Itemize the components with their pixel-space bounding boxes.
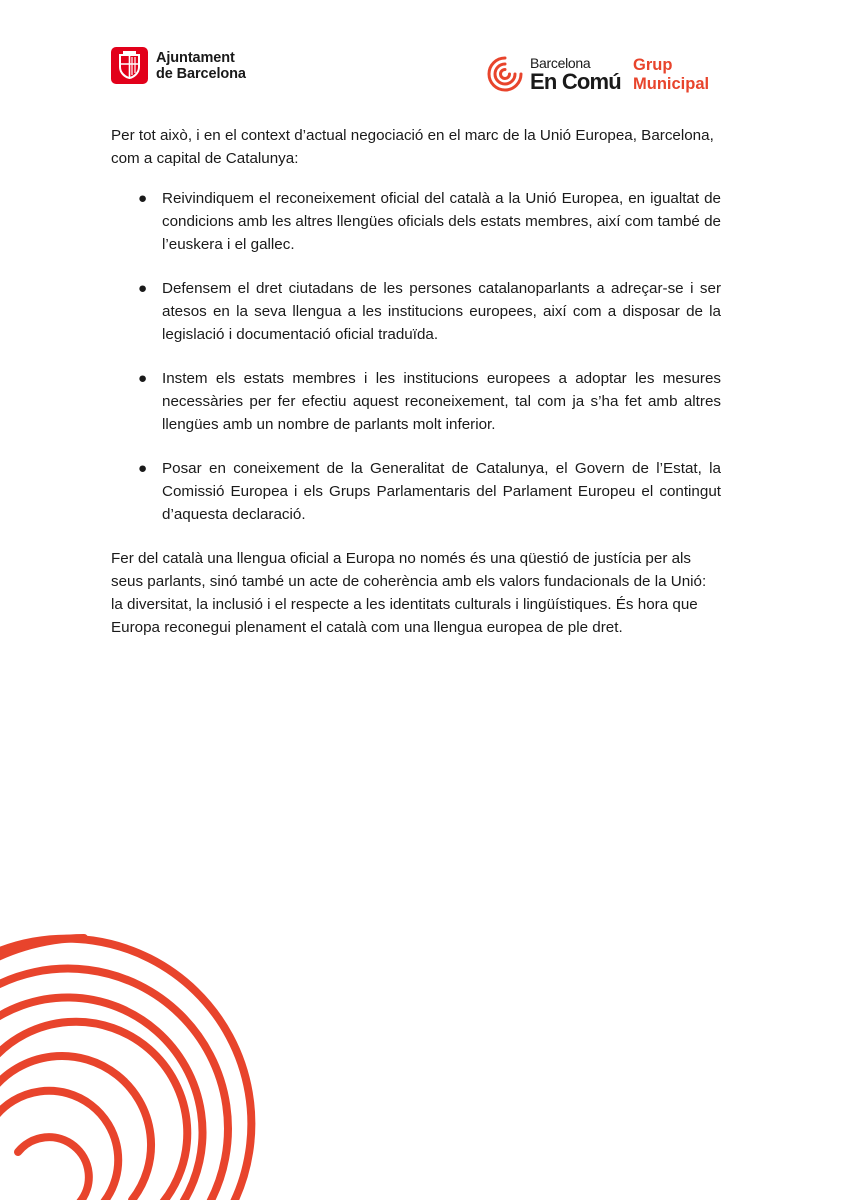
- bullet-icon: ●: [138, 280, 148, 297]
- closing-paragraph: Fer del català una llengua oficial a Europa no només és una qüestió de justícia per als seus parlants, sinó també un acte de coherència amb els valors fundacionals de la Unió: la diversitat, la inclusió i el respecte a les identitats culturals i lingüístiques. És hora que Europa reconegui plenament el català com una llengua europea de ple dret.: [111, 550, 707, 636]
- document-body: [111, 124, 721, 639]
- list-item: [111, 457, 721, 526]
- ajuntament-line2: de Barcelona: [156, 65, 246, 82]
- decorative-swirl-icon: [0, 920, 260, 1200]
- grup-municipal-label: [633, 56, 709, 94]
- ajuntament-wordmark: [156, 50, 246, 82]
- point-text: Reivindiquem el reconeixement oficial del català a la Unió Europea, en igualtat de condicions amb les altres llengües oficials dels estats membres, així com també de l’euskera i el gallec.: [162, 190, 721, 253]
- bullet-icon: ●: [138, 190, 148, 207]
- list-item: [111, 367, 721, 436]
- ajuntament-logo: [111, 47, 246, 84]
- point-text: Instem els estats membres i les institucions europees a adoptar les mesures necessàries per fer efectiu aquest reconeixement, tal com ja s’ha fet amb altres llengües amb un nombre de parlants molt inferior.: [162, 370, 721, 433]
- point-text: Posar en coneixement de la Generalitat de Catalunya, el Govern de l’Estat, la Comissió Europea i els Grups Parlamentaris del Parlament Europeu el contingut d’aquesta declaració.: [162, 460, 721, 523]
- bullet-icon: ●: [138, 370, 148, 387]
- grup-line2: Municipal: [633, 75, 710, 93]
- bullet-icon: ●: [138, 460, 148, 477]
- list-item: [111, 277, 721, 346]
- bcomu-wordmark: [530, 56, 621, 93]
- list-item: [111, 187, 721, 256]
- declaration-points-list: [111, 187, 721, 526]
- bcomu-big-text: En Comú: [530, 68, 621, 94]
- grup-line1: Grup: [633, 56, 673, 74]
- intro-paragraph: Per tot això, i en el context d’actual negociació en el marc de la Unió Europea, Barcelona, com a capital de Catalunya:: [111, 127, 714, 167]
- point-text: Defensem el dret ciutadans de les persones catalanoparlants a adreçar-se i ser atesos en la seva llengua a les institucions europees, així com a disposar de la legislació i documentació oficial traduïda.: [162, 280, 721, 343]
- barcelona-city-shield-icon: [111, 47, 148, 84]
- bcomu-small-text: Barcelona: [530, 54, 591, 71]
- bcomu-logo: [486, 55, 621, 93]
- ajuntament-line1: Ajuntament: [156, 49, 235, 66]
- bcomu-swirl-icon: [486, 55, 524, 93]
